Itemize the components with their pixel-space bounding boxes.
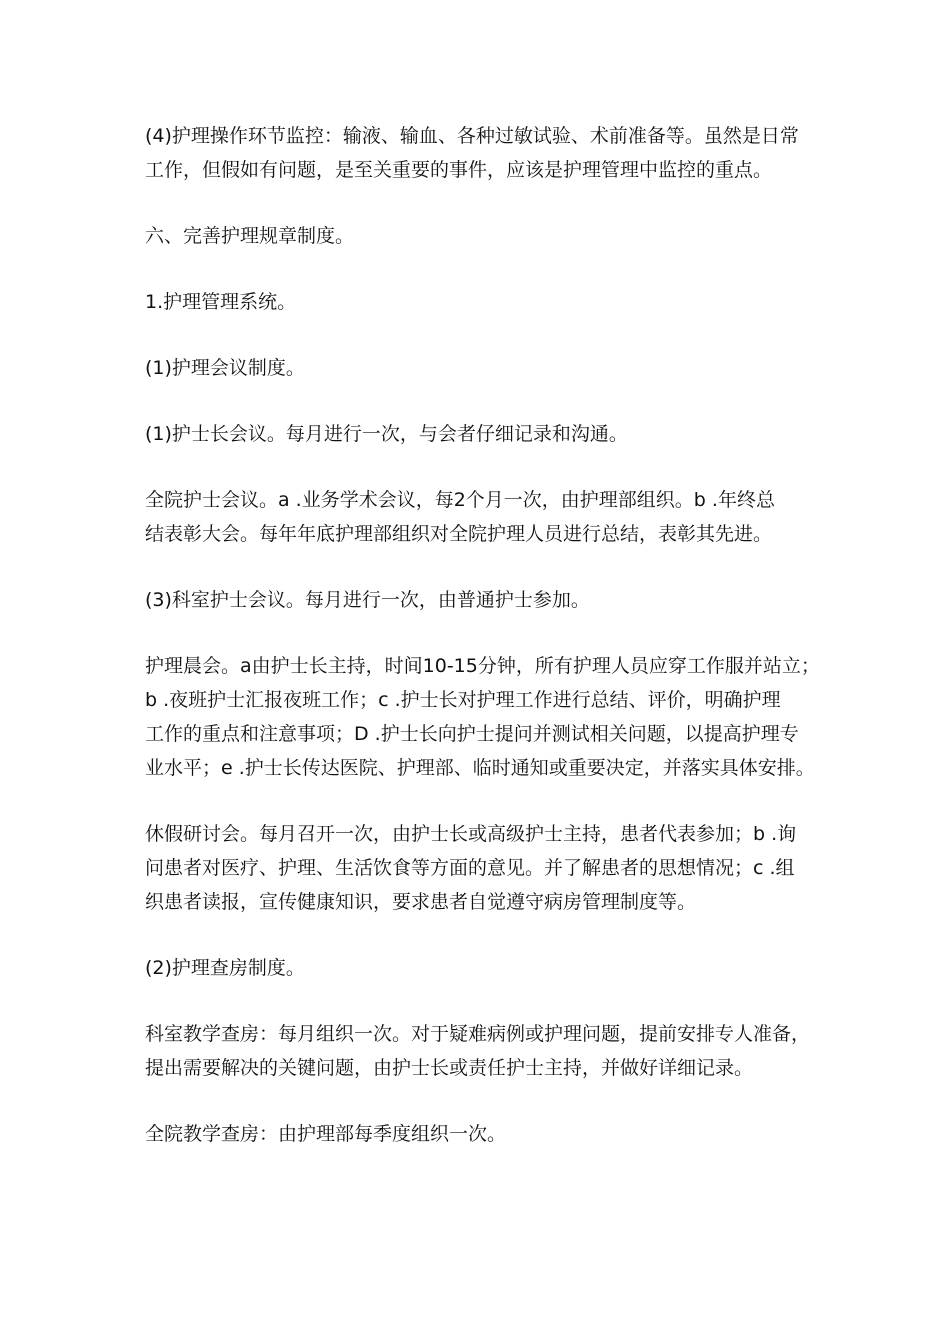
paragraph-line: 提出需要解决的关键问题，由护士长或责任护士主持，并做好详细记录。 <box>145 1057 754 1079</box>
subheading-meeting-system <box>145 351 820 385</box>
paragraph-line: (1)护士长会议。每月进行一次，与会者仔细记录和沟通。 <box>145 423 628 445</box>
paragraph-line: b .夜班护士汇报夜班工作；c .护士长对护理工作进行总结、评价，明确护理 <box>145 689 781 711</box>
paragraph-line: 1.护理管理系统。 <box>145 291 297 313</box>
document-body <box>145 119 820 1183</box>
section-heading-regulations <box>145 219 820 253</box>
paragraph-line: 织患者读报，宣传健康知识，要求患者自觉遵守病房管理制度等。 <box>145 891 697 913</box>
paragraph-line: 业水平；e .护士长传达医院、护理部、临时通知或重要决定，并落实具体安排。 <box>145 757 815 779</box>
paragraph-line: (3)科室护士会议。每月进行一次，由普通护士参加。 <box>145 589 590 611</box>
paragraph-line: 六、完善护理规章制度。 <box>145 225 355 247</box>
paragraph-line: 工作的重点和注意事项；D .护士长向护士提问并测试相关问题，以提高护理专 <box>145 723 799 745</box>
paragraph-line: 护理晨会。a由护士长主持，时间10-15分钟，所有护理人员应穿工作服并站立； <box>145 655 820 677</box>
subheading-ward-round-system <box>145 951 820 985</box>
paragraph-line: 结表彰大会。每年年底护理部组织对全院护理人员进行总结，表彰其先进。 <box>145 523 773 545</box>
paragraph-line: 休假研讨会。每月召开一次，由护士长或高级护士主持，患者代表参加；b .询 <box>145 823 797 845</box>
paragraph-head-nurse-meeting <box>145 417 820 451</box>
paragraph-department-teaching-round <box>145 1017 820 1085</box>
paragraph-patient-seminar <box>145 817 820 919</box>
subheading-management-system <box>145 285 820 319</box>
paragraph-morning-meeting <box>145 649 820 785</box>
paragraph-hospital-nurse-meeting <box>145 483 820 551</box>
paragraph-hospital-teaching-round <box>145 1117 820 1151</box>
paragraph-line: 全院教学查房：由护理部每季度组织一次。 <box>145 1123 507 1145</box>
paragraph-line: 科室教学查房：每月组织一次。对于疑难病例或护理问题，提前安排专人准备， <box>145 1023 811 1045</box>
paragraph-department-nurse-meeting <box>145 583 820 617</box>
paragraph-line: 全院护士会议。a .业务学术会议，每2个月一次，由护理部组织。b .年终总 <box>145 489 775 511</box>
paragraph-line: 问患者对医疗、护理、生活饮食等方面的意见。并了解患者的思想情况；c .组 <box>145 857 795 879</box>
paragraph-line: (4)护理操作环节监控：输液、输血、各种过敏试验、术前准备等。虽然是日常 <box>145 125 799 147</box>
paragraph-line: (1)护理会议制度。 <box>145 357 305 379</box>
paragraph-line: 工作，但假如有问题，是至关重要的事件，应该是护理管理中监控的重点。 <box>145 159 773 181</box>
paragraph-line: (2)护理查房制度。 <box>145 957 305 979</box>
paragraph-operation-monitoring <box>145 119 820 187</box>
